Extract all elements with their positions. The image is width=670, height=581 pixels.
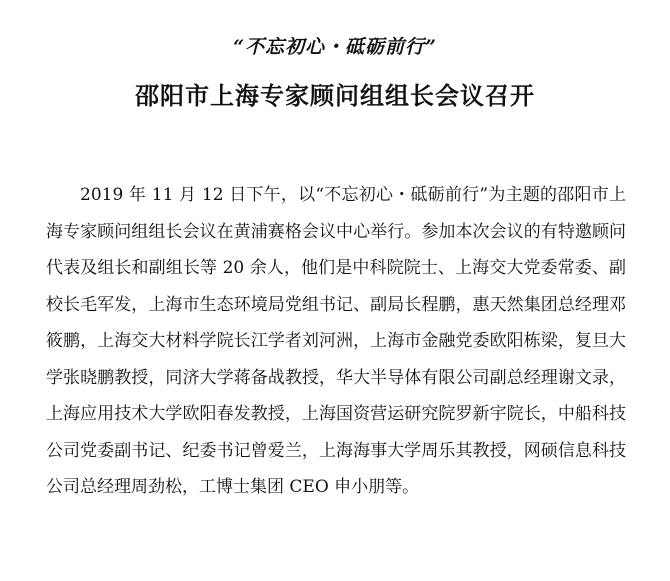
slogan-heading: “不忘初心・砥砺前行” <box>233 36 437 58</box>
article-title: 邵阳市上海专家顾问组组长会议召开 <box>135 82 535 110</box>
article-paragraph: 2019 年 11 月 12 日下午，以“不忘初心・砥砺前行”为主题的邵阳市上海专家顾问组组长会议在黄浦赛格会议中心举行。参加本次会议的有特邀顾问代表及组长和副组长等 20 余人，他们是中科院院士、上海交大党委常委、副校长毛军发，上海市生态环境局党组书记、副局长程鹏，惠天然集团总经理邓筱鹏，上海交大材料学院长江学者刘河洲，上海市金融党委欧阳栋梁，复旦大学张晓鹏教授，同济大学蒋备战教授，华大半导体有限公司副总经理谢文录，上海应用技术大学欧阳春发教授，上海国资营运研究院罗新宇院长，中船科技公司党委副书记、纪委书记曾爱兰，上海海事大学周乐其教授，网硕信息科技公司总经理周劲松，工博士集团 CEO 申小朋等。 <box>46 185 626 497</box>
